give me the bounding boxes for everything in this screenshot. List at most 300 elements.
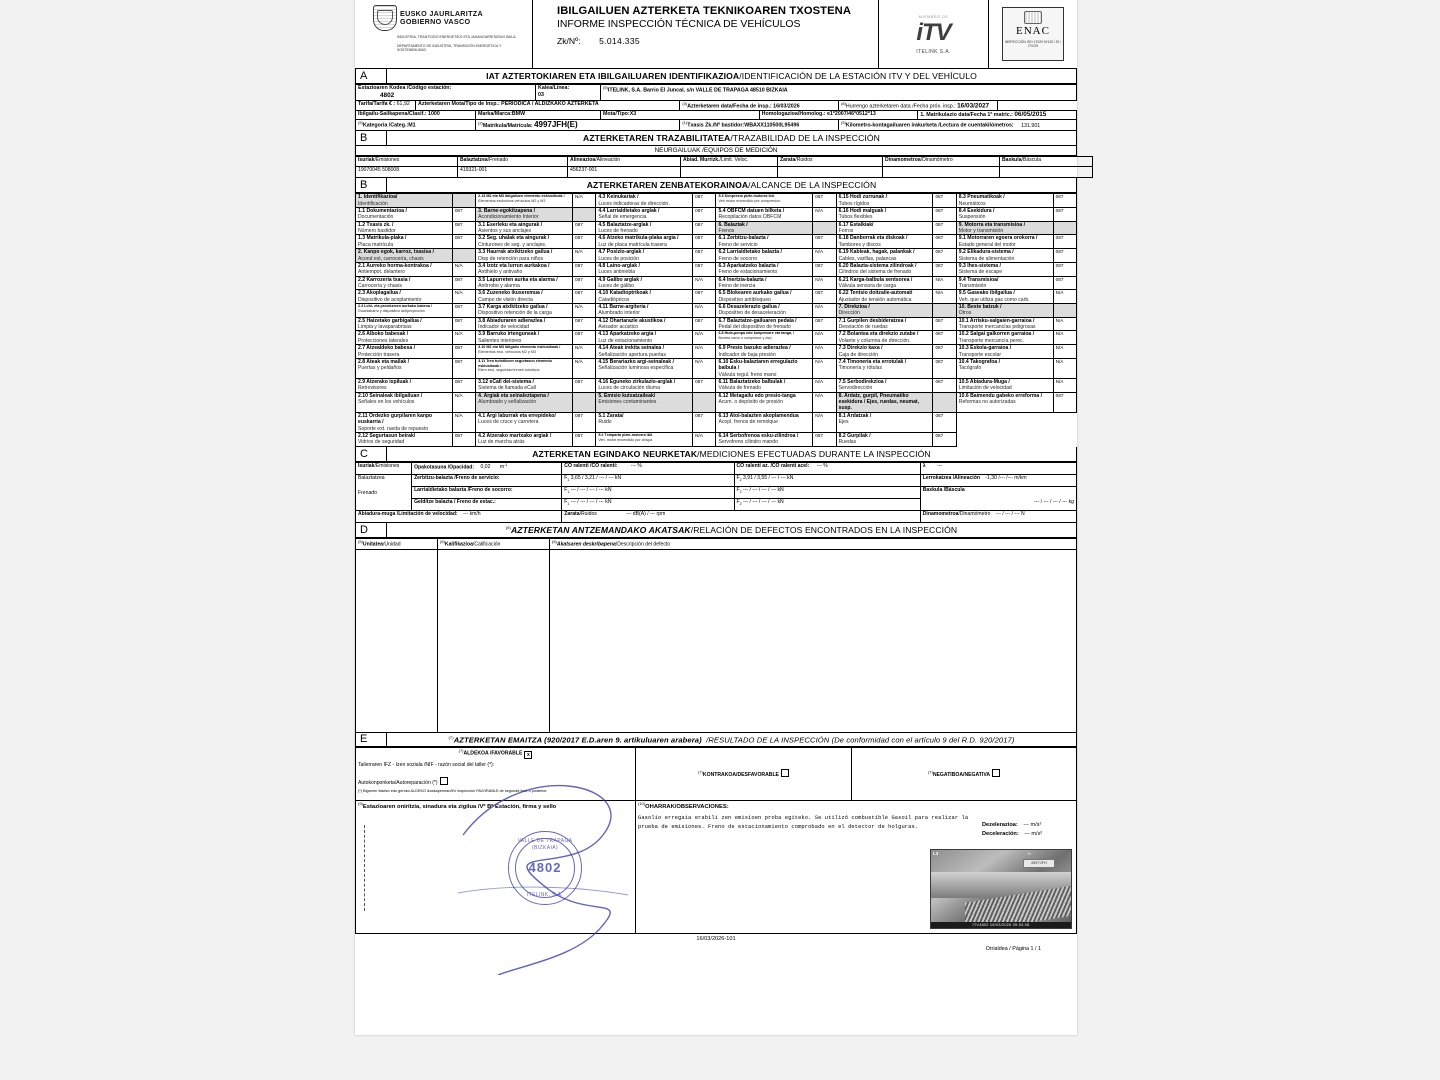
scope-item-label: 8.4 Esekidura / Suspensión bbox=[956, 208, 1053, 222]
scope-item-label: 3.1 Eserleku eta aingurak / Asientos y sus anclajes bbox=[476, 221, 573, 235]
scope-item-label: 6.21 Karga-balbula sentsorea / Válvula sensora de carga bbox=[836, 276, 933, 290]
scope-item-result: 087 bbox=[693, 208, 716, 222]
section-b-trace-letter: B bbox=[356, 131, 387, 145]
scope-item-label: 6.19 Kableak, hagak, palankak / Cables, varillas, palancas bbox=[836, 249, 933, 263]
scope-item-label: 4.6 Atzeko matrikula-plaka argia / Luz de placa matrícula trasera bbox=[596, 235, 693, 249]
dyno-label-es: /Dinamómetro bbox=[958, 510, 991, 517]
scope-item-label: 6.22 Tentsio doitzaile-automati Ajustador de tensión automática bbox=[836, 290, 933, 304]
opacity-unit: m bbox=[499, 464, 505, 471]
scope-item-label: 3.11 Tren turistikoen segurtasun elementu esklusiboak / Elem excl. seguridad trenes turísticos bbox=[476, 358, 573, 378]
scope-item-result: N/A bbox=[693, 358, 716, 378]
service-brake-label-cell bbox=[412, 474, 562, 486]
workshop-nif-label: Tailerraren IFZ - Izen soziala /NIF - razón social del taller (*): bbox=[358, 761, 495, 768]
scope-item-result: 087 bbox=[813, 432, 836, 446]
scope-item-label: 3.10 M2 eta M3 ibilgailu elementu esklusiboak / Elementos excl. vehículos M2 y M3 bbox=[476, 345, 573, 359]
scope-row bbox=[356, 379, 1077, 393]
scope-item-result: 087 bbox=[452, 358, 475, 378]
inspection-date-label: Azterketaren data/Fecha de insp.: bbox=[687, 103, 772, 110]
deceleration-row-eu bbox=[982, 822, 1074, 829]
service-brake-rear-value: 3,91 / 3,55 / --- / --- kN bbox=[743, 474, 794, 481]
scale-cell bbox=[920, 486, 1076, 510]
deceleration-value-es: --- m/s² bbox=[1024, 831, 1043, 838]
scope-item-result: N/A bbox=[572, 304, 595, 318]
scope-item-label: 2.12 Segurtasun beirak/ Vidrios de seguridad bbox=[356, 432, 453, 446]
scope-item-result bbox=[452, 249, 475, 263]
scope-item-label: 6.15 Hodi zurrunak / Tubos rígidos bbox=[836, 194, 933, 208]
scope-item-result: 087 bbox=[933, 412, 956, 432]
defects-unit-label-eu: Unitatea bbox=[362, 541, 383, 548]
section-b-scope-title-eu: AZTERKETAREN ZENBATEKORAINOA bbox=[586, 180, 749, 191]
scope-item-empty bbox=[1053, 432, 1076, 446]
model-value: X3 bbox=[629, 111, 637, 118]
plate-value: 4997JFH(E) bbox=[534, 120, 578, 130]
opacity-value: 0,02 bbox=[480, 464, 491, 471]
scope-item-result: 087 bbox=[813, 262, 836, 276]
signature-note: (9) bbox=[358, 801, 363, 807]
scope-item-label: 3.12 eCall dei-sistema / Sistema de llamada eCall bbox=[476, 379, 573, 393]
station-code-value: 4802 bbox=[380, 91, 395, 99]
scope-row bbox=[356, 412, 1077, 432]
scope-item-result: N/A bbox=[452, 392, 475, 412]
scope-row bbox=[356, 249, 1077, 263]
scope-item-label: 8.3 Pneumatikoak / Neumáticos bbox=[956, 194, 1053, 208]
alignment-cell bbox=[920, 474, 1076, 486]
scope-item-label: 7.1 Gurpilen desbideratzea / Desviación de ruedas bbox=[836, 317, 933, 331]
scope-item-result: 087 bbox=[933, 345, 956, 359]
scope-item-label: 2.6 Alboko babesak / Protecciones laterales bbox=[356, 331, 453, 345]
itv-logo-icon: iTV bbox=[916, 18, 951, 46]
next-inspection-date-cell bbox=[838, 100, 997, 111]
scope-item-result: 087 bbox=[1053, 392, 1076, 412]
equipment-value-1: 19070045 508008 bbox=[356, 167, 458, 178]
scope-item-label: 3.7 Karga atxikitzeko gailua / Dispositivo retención de la carga bbox=[476, 304, 573, 318]
tariff-cell bbox=[356, 100, 416, 111]
scope-item-label: 10. Beste batzuk / Otros bbox=[956, 304, 1053, 318]
scope-item-label: 4.13 Aparkatzeko argia / Luz de estacionamiento bbox=[596, 331, 693, 345]
homologation-label: Homologazioa/Homolog.: bbox=[761, 111, 826, 118]
line-value: 03 bbox=[538, 91, 544, 98]
section-c-letter: C bbox=[356, 447, 387, 461]
scope-item-result: 087 bbox=[572, 432, 595, 446]
scope-item-result: 087 bbox=[1053, 235, 1076, 249]
section-e-title-es: /RESULTADO DE LA INSPECCIÓN (De conformidad con el artículo 9 del R.D. 920/2017) bbox=[706, 735, 1015, 745]
equipment-value-4 bbox=[681, 167, 778, 178]
scope-item-result bbox=[452, 194, 475, 208]
scope-item-label: 10.5 Abiadura-Muga / Limitación de velocidad bbox=[956, 379, 1053, 393]
favorable-label: ALDEKOA /FAVORABLE bbox=[463, 750, 523, 757]
scope-item-label: 4.10 Katadioptrikoak / Catadiópricos bbox=[596, 290, 693, 304]
inspection-date-note: (3) bbox=[682, 100, 688, 106]
scope-item-label: 2.10 Seinaleak ibilgailuan / Señales en los vehículos bbox=[356, 392, 453, 412]
department-name-eu: INDUSTRIA, TRANTSIZIO ENERGETIKO ETA JASANGARRITASUN SAILA bbox=[397, 35, 516, 39]
negative-label: NEGATIBOA/NEGATIVA bbox=[932, 772, 991, 779]
service-brake-label: Zerbitzu-balazta /Freno de servicio: bbox=[414, 474, 500, 481]
observations-cell bbox=[636, 801, 1077, 934]
itv-company-name: ITELINK S.A. bbox=[916, 48, 951, 55]
address-note: (5) bbox=[603, 85, 608, 90]
signature-dashed-line bbox=[364, 825, 365, 911]
parking-brake-rear-cell: $F_2$ --- / --- / --- / --- kN bbox=[734, 498, 920, 510]
scope-item-result: 087 bbox=[693, 194, 716, 208]
equipment-label-4: Abiad. Murrizk./Limit. Veloc. bbox=[681, 157, 778, 167]
favorable-checkbox[interactable]: x bbox=[524, 751, 532, 759]
scope-item-result: 087 bbox=[1053, 208, 1076, 222]
scope-item-label: 6.16 Hodi malguak / Tubos flexibles bbox=[836, 208, 933, 222]
scope-item-label: 6.18 Danborrak eta diskoak / Tambores y discos bbox=[836, 235, 933, 249]
dyno-cell bbox=[920, 510, 1076, 522]
equipment-value-row bbox=[356, 167, 1093, 178]
photo-timestamp: ITV4802 16/03/2026 09:53:08 bbox=[931, 922, 1071, 928]
scope-item-result: N/A bbox=[813, 392, 836, 412]
equipment-value-6 bbox=[883, 167, 1000, 178]
scope-item-label: 3.6 Zuzeneko ikuseremua / Campo de visión directa bbox=[476, 290, 573, 304]
scope-item-result: 087 bbox=[1053, 276, 1076, 290]
section-a-title-eu: IAT AZTERTOKIAREN ETA IBILGAILUAREN IDENTIFIKAZIOA bbox=[486, 71, 740, 81]
vin-cell bbox=[680, 120, 839, 131]
scope-row bbox=[356, 345, 1077, 359]
scope-item-result: 087 bbox=[933, 235, 956, 249]
emissions-label-eu: Isuriak bbox=[358, 462, 375, 469]
deceleration-row-es bbox=[982, 831, 1074, 838]
scope-item-result: 087 bbox=[452, 235, 475, 249]
section-c-band bbox=[355, 447, 1077, 462]
defects-unit-label-es: /Unidad bbox=[383, 541, 401, 548]
station-code-label: Estazioaren Kodea /Código estación: bbox=[358, 85, 452, 91]
scope-item-result: 087 bbox=[572, 276, 595, 290]
enac-word: ENAC bbox=[1016, 25, 1050, 37]
emergency-brake-front-cell: $F_1$ --- / --- / --- / --- kN bbox=[562, 486, 734, 498]
enac-accreditation-block bbox=[989, 0, 1077, 68]
scope-item-result: N/A bbox=[813, 345, 836, 359]
scope-item-result: N/A bbox=[1053, 379, 1076, 393]
negative-checkbox[interactable] bbox=[992, 769, 1000, 777]
handwritten-signature bbox=[453, 775, 663, 975]
scope-item-label: 7.2 Bolantea eta direkzio zutabe / Volante y columna de dirección. bbox=[836, 331, 933, 345]
scope-item-label: 10.3 Eskola-garraioa / Transporte escolar bbox=[956, 345, 1053, 359]
scope-item-result: 087 bbox=[572, 317, 595, 331]
org-name-es: GOBIERNO VASCO bbox=[400, 17, 471, 26]
next-date-value: 16/03/2027 bbox=[957, 102, 990, 110]
scope-row bbox=[356, 208, 1077, 222]
scope-item-label: 6. Balaztak / Frenos bbox=[716, 221, 813, 235]
scope-row bbox=[356, 392, 1077, 412]
scope-item-label: 3.3 Haurrak atxikitzeko gailua / Disp de retención para niños bbox=[476, 249, 573, 263]
equipment-value-3: 456237-001 bbox=[568, 167, 681, 178]
scope-item-label: 2.2 Karrozeria txasia / Carrocería y chasis bbox=[356, 276, 453, 290]
scope-item-label: 3.4 Izotz eta lurrun aurkakoa / Antihielo y antivaho bbox=[476, 262, 573, 276]
scope-item-result: N/A bbox=[1053, 358, 1076, 378]
report-number-value: 5.014.335 bbox=[599, 36, 640, 46]
emergency-brake-label: Larrialdietako balazta /Freno de socorro: bbox=[414, 486, 513, 493]
scope-item-label: 3.8 Abiaduraren adierazlea / Indicador de velocidad bbox=[476, 317, 573, 331]
basque-coat-of-arms-icon bbox=[373, 5, 397, 31]
section-e-letter: E bbox=[356, 733, 387, 747]
scope-item-label: 4.14 Ateak irekita seinalea / Señalización apertura puertas bbox=[596, 345, 693, 359]
section-c-title-es: /MEDICIONES EFECTUADAS DURANTE LA INSPECCIÓN bbox=[697, 448, 931, 459]
favorable-note: (7) bbox=[458, 748, 464, 754]
scope-item-result: N/A bbox=[813, 304, 836, 318]
scope-item-result: 087 bbox=[452, 221, 475, 235]
classification-label: Ibilgailu-Sailkapena/Clasif.: bbox=[358, 111, 427, 118]
observations-text: Gasolio erregaia erabili zen emisioen proba egiteko. Se utilizó combustible Gasoil para realizar la prueba de emisiones. Freno de estacionamiento comprobado en el detector de holguras. bbox=[638, 815, 969, 830]
defects-grade-label-eu: Kalifikazioa bbox=[444, 541, 473, 548]
brand-label: Marka/Marca: bbox=[478, 111, 512, 118]
scope-item-result: N/A bbox=[813, 379, 836, 393]
section-b-scope-title-es: /ALCANCE DE LA INSPECCIÓN bbox=[748, 180, 877, 191]
next-date-label: Hurrengo azterketaren data /Fecha próx. insp.: bbox=[845, 103, 956, 110]
deceleration-value-eu: --- m/s² bbox=[1023, 822, 1042, 829]
scope-item-result: 087 bbox=[813, 235, 836, 249]
scope-item-result: N/A bbox=[1053, 345, 1076, 359]
scope-item-result: 087 bbox=[933, 208, 956, 222]
scope-row bbox=[356, 194, 1077, 208]
scope-item-label: 6.10 Esku-balaztaren erregulazio balbula / Válvula regul. freno mano bbox=[716, 358, 813, 378]
unfavorable-checkbox[interactable] bbox=[781, 769, 789, 777]
defects-col-desc bbox=[550, 538, 1077, 549]
scope-row bbox=[356, 432, 1077, 446]
scope-item-label: 6.9 Presio baxuko adierazlea / Indicador de baja presión bbox=[716, 345, 813, 359]
scope-item-result: 087 bbox=[933, 358, 956, 378]
lambda-label: λ bbox=[922, 462, 926, 469]
department-name-es: DEPARTAMENTO DE INDUSTRIA, TRANSICIÓN ENERGÉTICA Y SOSTENIBILIDAD bbox=[397, 43, 502, 53]
braking-label-eu: Balaztatzea bbox=[358, 474, 385, 481]
scope-item-result: 087 bbox=[933, 331, 956, 345]
observations-label: OHARRAK/OBSERVACIONES: bbox=[645, 804, 729, 811]
equipment-value-5 bbox=[778, 167, 883, 178]
scope-item-result: 087 bbox=[452, 276, 475, 290]
scope-item-label: 9.1 Motorraren egoera orokorra / Estado general del motor bbox=[956, 235, 1053, 249]
scope-item-empty bbox=[956, 432, 1053, 446]
deceleration-label-es: Deceleración: bbox=[982, 831, 1019, 838]
section-d-band bbox=[355, 523, 1077, 538]
inspection-date-value: 16/03/2026 bbox=[773, 103, 800, 110]
lambda-value: --- bbox=[937, 462, 943, 469]
defects-col-unit bbox=[356, 538, 438, 549]
co-accel-value: --- % bbox=[816, 462, 828, 469]
scope-item-result: N/A bbox=[452, 262, 475, 276]
scope-item-result: 087 bbox=[933, 262, 956, 276]
scope-item-label: 9. Motorra eta transmisioa / Motor y transmisión bbox=[956, 221, 1053, 235]
inspection-type-cell bbox=[416, 100, 680, 111]
scope-item-result: N/A bbox=[1053, 317, 1076, 331]
scope-item-label: 6.8 Huts-ponpa edo konpresore eta tanga, / Bomba vacío o compresor y dep. bbox=[716, 331, 813, 345]
negative-note: (7) bbox=[927, 769, 933, 775]
scope-item-label: 3.5 Lapurreten aurka eta alarma / Antirrobo y alarma bbox=[476, 276, 573, 290]
scope-item-label: 7.5 Serbodirekzioa / Servodirección bbox=[836, 379, 933, 393]
workshop-nif-row bbox=[358, 762, 633, 768]
footer-doc-ref: 16/03/2026-101 bbox=[696, 936, 736, 943]
scope-item-result: N/A bbox=[452, 290, 475, 304]
scope-item-result: N/A bbox=[813, 208, 836, 222]
scope-item-result: 087 bbox=[693, 262, 716, 276]
emergency-brake-front-value: --- / --- / --- / --- kN bbox=[570, 486, 612, 493]
scope-item-label: 6.12 Metagailu edo presio-tanga Acum. o depósito de presión bbox=[716, 392, 813, 412]
scope-item-label: 6.17 Estalkiak/ Forros bbox=[836, 221, 933, 235]
defects-grade-label-es: /Calificación bbox=[472, 541, 501, 548]
brand-cell bbox=[476, 111, 601, 120]
scope-item-result: N/A bbox=[572, 358, 595, 378]
vehicle-photo bbox=[930, 849, 1072, 929]
brand-value: BMW bbox=[511, 111, 526, 118]
unfavorable-note: (7) bbox=[698, 769, 703, 775]
scope-row bbox=[356, 235, 1077, 249]
scope-item-result: 087 bbox=[452, 345, 475, 359]
observations-note: (10) bbox=[638, 801, 646, 807]
scope-item-label: 8. Ardatz, gurpil, Pneumatiko esekidura / Ejes, ruedas, neumat, susp. bbox=[836, 392, 933, 412]
category-label: Kategoria /Categ.: bbox=[362, 122, 409, 129]
parking-brake-label: Geldítze balazta / Freno de estac.: bbox=[414, 498, 496, 505]
scope-item-label: 4.3 Keinukariak / Luces indicadoras de dirección. bbox=[596, 194, 693, 208]
co-idle-value: --- % bbox=[630, 462, 642, 469]
seal-bottom-text: ITELINK, S.A. bbox=[526, 892, 564, 899]
co-accel-cell bbox=[734, 462, 920, 474]
scope-item-label: 2. Kanpo egok, karroz, txasisa / Acond ext, carrocería, chasis bbox=[356, 249, 453, 263]
seal-center-text: 4802 bbox=[528, 860, 562, 876]
photo-pct-label: % bbox=[1027, 851, 1031, 857]
scope-item-label: 6.3 Aparkatzeko balazta / Freno de estacionamiento bbox=[716, 262, 813, 276]
defects-grade-note: (6) bbox=[440, 538, 445, 544]
itv-member-label: MIEMBRO DE bbox=[918, 13, 949, 19]
scope-item-label: 5.2 Txinparta pizte-motorra Ibil. Veh. motor encendido por chispa bbox=[596, 432, 693, 446]
scope-item-result: 087 bbox=[693, 235, 716, 249]
document-header bbox=[355, 0, 1077, 69]
scope-item-result: 087 bbox=[813, 194, 836, 208]
model-cell bbox=[601, 111, 760, 120]
itv-report-page bbox=[355, 0, 1077, 1035]
parking-brake-label-cell bbox=[412, 498, 562, 510]
scope-item-result bbox=[1053, 304, 1076, 318]
section-d-title-es: /RELACIÓN DE DEFECTOS ENCONTRADOS EN LA INSPECCIÓN bbox=[690, 524, 958, 535]
category-cell bbox=[356, 120, 476, 131]
scope-item-label: 1.1 Dokumentazioa / Documentación bbox=[356, 208, 453, 222]
equipment-label-1: Isuriak/Emisiones bbox=[356, 157, 458, 167]
scope-item-result: N/A bbox=[693, 276, 716, 290]
category-note: (5) bbox=[358, 120, 363, 126]
scope-item-result: 087 bbox=[1053, 249, 1076, 263]
scope-item-result: 087 bbox=[452, 208, 475, 222]
scope-item-label: 10.1 Arrisku-salgaien-garraioa / Transporte mercancías peligrosas bbox=[956, 317, 1053, 331]
lambda-cell bbox=[920, 462, 1076, 474]
dyno-value: --- / --- / --- N bbox=[995, 510, 1025, 517]
deceleration-label-eu: Dezelerazioa: bbox=[982, 822, 1018, 829]
first-registration-cell bbox=[918, 111, 1077, 120]
scope-item-label: 2.13 M2 eta M3 ibilgailuen elementu esklusiboak / Elementos exclusivos vehículos M2 y M3 bbox=[476, 194, 573, 208]
scope-item-result bbox=[933, 392, 956, 412]
parking-brake-front-value: --- / --- / --- / --- kN bbox=[570, 498, 612, 505]
section-d-note: (6) bbox=[505, 524, 511, 530]
seal-top-text: VALLE DE TRAPAGA (BIZKAIA) bbox=[517, 838, 573, 851]
org-name-eu: EUSKO JAURLARITZA bbox=[400, 9, 483, 19]
section-a-letter: A bbox=[356, 69, 387, 83]
scope-item-label: 10.4 Takografoa / Tacógrafo bbox=[956, 358, 1053, 378]
defects-desc-label-eu: Akatsaren deskribapena bbox=[556, 541, 616, 548]
co-accel-label: CO ralentí az. /CO ralentí acel: bbox=[736, 462, 810, 469]
scope-item-label: 1.2 Txasis zk. / Número bastidor bbox=[356, 221, 453, 235]
scope-row bbox=[356, 317, 1077, 331]
scope-item-result: N/A bbox=[693, 345, 716, 359]
scope-item-result: N/A bbox=[813, 412, 836, 432]
scope-item-label: 4.7 Posizio-arglak / Luces de posición bbox=[596, 249, 693, 263]
equipment-label-5: Zarata/Ruidos bbox=[778, 157, 883, 167]
speed-limit-cell bbox=[356, 510, 562, 522]
dyno-label-eu: Dinamometroa bbox=[922, 510, 959, 517]
scope-item-result: 087 bbox=[1053, 194, 1076, 208]
scope-item-label: 2.9 Atzerako ispiluak / Retrovisores bbox=[356, 379, 453, 393]
selfrepair-checkbox[interactable] bbox=[440, 777, 448, 785]
model-label: Mota/Tipo: bbox=[603, 111, 630, 118]
scope-item-result: 087 bbox=[572, 262, 595, 276]
scope-item-label: 4.12 Ohartarazle akustikoa / Avisador acústico bbox=[596, 317, 693, 331]
emergency-brake-label-cell bbox=[412, 486, 562, 498]
scope-item-result: N/A bbox=[693, 331, 716, 345]
emissions-label-es: /Emisiones bbox=[374, 462, 400, 469]
scope-item-label: 4.2 Atzerako martxako argiak / Luz de marcha atrás bbox=[476, 432, 573, 446]
scope-item-result: 087 bbox=[572, 412, 595, 432]
noise-label-es: /Ruidos bbox=[579, 510, 597, 517]
scope-item-result: 087 bbox=[933, 221, 956, 235]
inspection-date-cell bbox=[680, 100, 839, 111]
section-b-trace-band bbox=[355, 131, 1077, 146]
unfavorable-label: KONTRAKOA/DESFAVORABLE bbox=[702, 772, 779, 779]
odometer-note: (5) bbox=[840, 120, 846, 126]
scope-item-result: 087 bbox=[693, 290, 716, 304]
scope-item-result: 087 bbox=[452, 317, 475, 331]
section-d-title-eu: AZTERKETAN ANTZEMANDAKO AKATSAK bbox=[510, 524, 691, 535]
scope-item-label: 6.11 Balaztatzeko balbulak / Válvula de frenado bbox=[716, 379, 813, 393]
category-value: M1 bbox=[408, 122, 416, 129]
scope-item-result: N/A bbox=[813, 249, 836, 263]
opacity-label: Opakotasuna /Opacidad: bbox=[414, 464, 475, 471]
scope-item-label: 2.8 Ateak eta mailak / Puertas y peldaños bbox=[356, 358, 453, 378]
negative-cell bbox=[852, 748, 1077, 801]
parking-brake-front-cell: $F_1$ --- / --- / --- / --- kN bbox=[562, 498, 734, 510]
scale-value: --- / --- / --- / --- kg bbox=[1034, 498, 1074, 505]
vin-label: Txasis Zk./Nº bastidor: bbox=[687, 122, 745, 129]
scope-row bbox=[356, 221, 1077, 235]
scope-item-label: 1. Identifikazioa/ Identificación bbox=[356, 194, 453, 208]
scope-item-result: N/A bbox=[1053, 331, 1076, 345]
section-a-table bbox=[355, 84, 1077, 131]
measurements-table bbox=[355, 462, 1077, 523]
equipment-label-row bbox=[356, 157, 1093, 167]
scope-item-label: 4.16 Eguneko zirkulazio-arglak / Luces de circulación diurna bbox=[596, 379, 693, 393]
scope-item-label: 4.8 Laino-arglak / Luces antiniebla bbox=[596, 262, 693, 276]
scope-item-label: 2.4 Lohi- eta proiekzioen aurkako babesa / Guardabarro y dispositivo antiproyección bbox=[356, 304, 453, 318]
tariff-label: Tarifa/Tarifa € : bbox=[358, 100, 396, 107]
scope-item-result: N/A bbox=[813, 276, 836, 290]
scope-item-result: 087 bbox=[572, 221, 595, 235]
classification-value: 1000 bbox=[428, 111, 440, 118]
section-e-title-eu: AZTERKETAN EMAITZA (920/2017 E.D.aren 9. artikuluaren arabera) bbox=[453, 735, 702, 745]
scope-item-result: N/A bbox=[693, 432, 716, 446]
braking-label-es: Frenado bbox=[358, 489, 377, 496]
section-d-letter: D bbox=[356, 523, 387, 537]
scope-item-label: 6.5 Blokearen aurkako gailua / Dispositivo antibloqueo bbox=[716, 290, 813, 304]
section-a-band bbox=[355, 69, 1077, 84]
scope-item-label: 10.2 Salgai galkorren garraioa / Transporte mercancía perec. bbox=[956, 331, 1053, 345]
co-idle-cell bbox=[562, 462, 734, 474]
scope-item-label: 10.6 Baimendu gabeko erreforma / Reformas no autorizadas bbox=[956, 392, 1053, 412]
section-a-title-es: /IDENTIFICACIÓN DE LA ESTACIÓN ITV Y DEL VEHÍCULO bbox=[739, 71, 977, 81]
footer-page-number: Orrialdea / Página 1 / 1 bbox=[985, 946, 1041, 953]
scope-item-result: 087 bbox=[693, 412, 716, 432]
next-date-note: (8) bbox=[840, 100, 846, 106]
scope-item-label: 4.4 Larrialdietako arglak / Señal de emergencia bbox=[596, 208, 693, 222]
scope-item-label: 7. Direkzioa / Dirección bbox=[836, 304, 933, 318]
scope-item-label: 6.4 Inertzia-balazta / Freno de inercia bbox=[716, 276, 813, 290]
scope-item-label: 9.5 Gaseako ibilgailua / Veh. que utiliza gas como carb. bbox=[956, 290, 1053, 304]
photo-plate-text: 4997JFH bbox=[1023, 859, 1055, 868]
